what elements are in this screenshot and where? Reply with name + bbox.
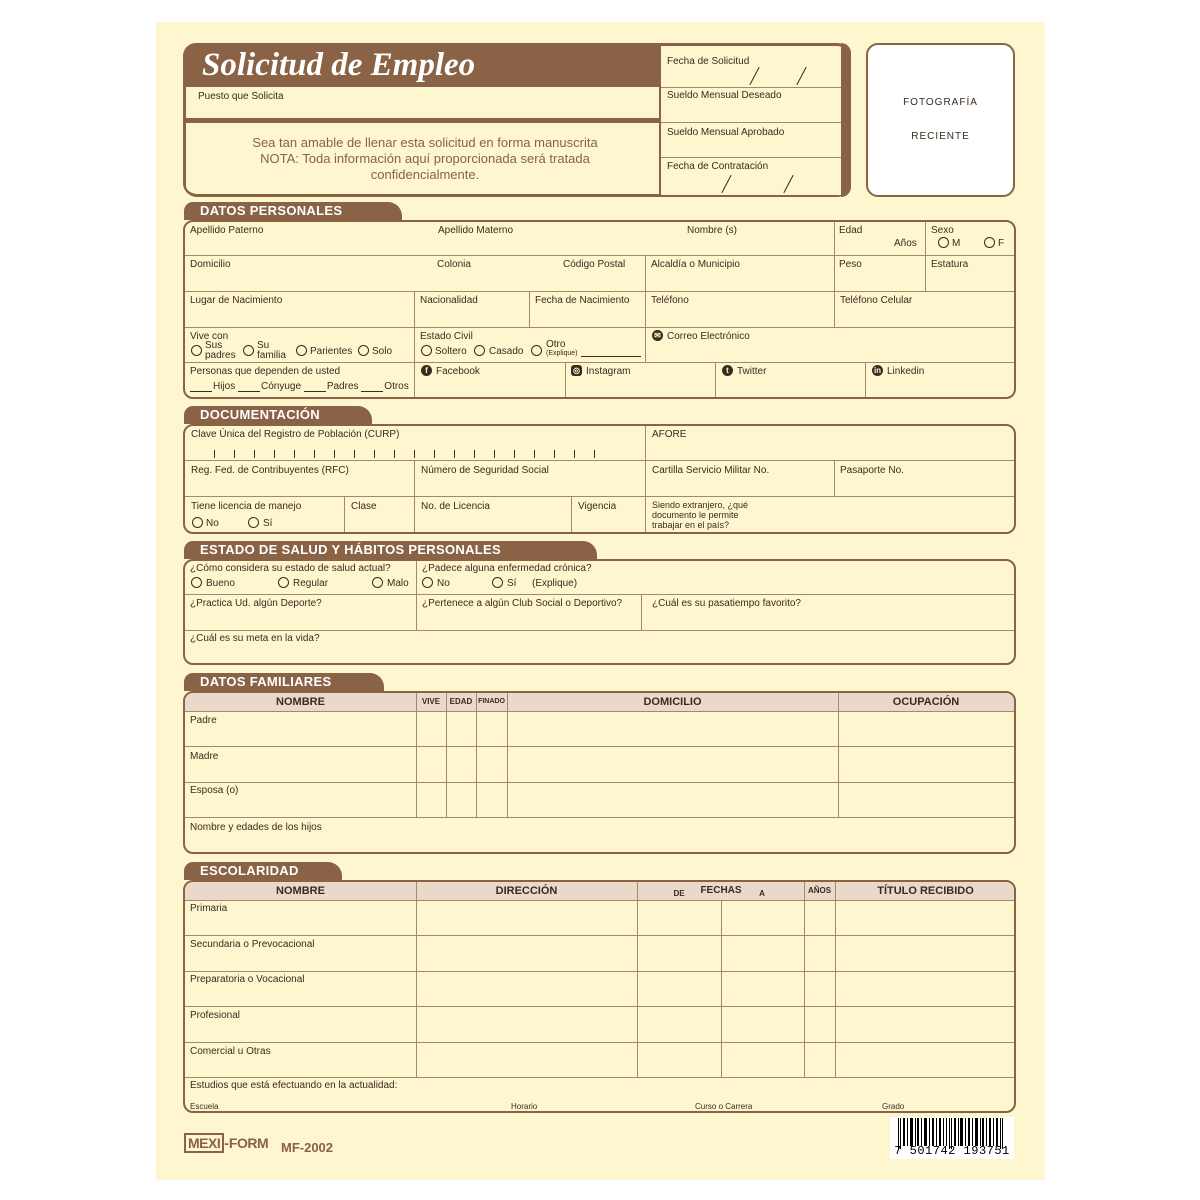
rule bbox=[185, 291, 1014, 292]
sus-label: Sus bbox=[205, 340, 223, 351]
sexo-f-label: F bbox=[998, 238, 1005, 249]
casado-radio[interactable] bbox=[474, 345, 485, 356]
parientes-label: Parientes bbox=[310, 346, 353, 357]
licencia-si-label: Sí bbox=[263, 518, 273, 529]
soltero-label: Soltero bbox=[435, 346, 467, 357]
horario-label: Horario bbox=[511, 1102, 538, 1111]
note-line-2: NOTA: Toda información aquí proporcionada será tratada bbox=[260, 151, 590, 166]
rule bbox=[581, 356, 641, 357]
rule bbox=[661, 122, 841, 123]
clase-label: Clase bbox=[351, 501, 377, 512]
cronica-question: ¿Padece alguna enfermedad crónica? bbox=[422, 563, 592, 574]
rule bbox=[645, 426, 646, 532]
instagram-icon: ◎ bbox=[571, 365, 582, 376]
rule bbox=[214, 450, 215, 458]
hijos-label: Nombre y edades de los hijos bbox=[190, 822, 322, 833]
cartilla-label: Cartilla Servicio Militar No. bbox=[652, 465, 770, 476]
malo-label: Malo bbox=[387, 578, 409, 589]
telefono-label: Teléfono bbox=[651, 295, 689, 306]
conyuge-label: Cónyuge bbox=[261, 381, 302, 392]
meta-question: ¿Cuál es su meta en la vida? bbox=[190, 633, 320, 644]
comercial-label: Comercial u Otras bbox=[190, 1046, 271, 1057]
rule bbox=[454, 450, 455, 458]
rule bbox=[185, 630, 1014, 631]
rule bbox=[185, 362, 1014, 363]
family-col-nombre: NOMBRE bbox=[276, 696, 325, 708]
section-tab-docs: DOCUMENTACIÓN bbox=[184, 406, 372, 424]
extranjero-line-3: trabajar en el país? bbox=[652, 520, 730, 530]
school-box bbox=[183, 880, 1016, 1113]
rule bbox=[865, 362, 866, 397]
bueno-label: Bueno bbox=[206, 578, 235, 589]
rule bbox=[574, 450, 575, 458]
family-col-finado: FINADO bbox=[478, 698, 505, 705]
school-col-de: DE bbox=[673, 889, 685, 898]
school-col-a: A bbox=[759, 889, 765, 898]
vive-padres-radio[interactable] bbox=[191, 345, 202, 356]
edad-label: Edad bbox=[839, 225, 863, 236]
rule bbox=[185, 782, 1014, 783]
rule bbox=[274, 450, 275, 458]
rule bbox=[416, 693, 417, 817]
vive-con-label: Vive con bbox=[190, 331, 229, 342]
colonia-label: Colonia bbox=[437, 259, 471, 270]
rule bbox=[416, 561, 417, 630]
section-tab-family: DATOS FAMILIARES bbox=[184, 673, 384, 691]
rule bbox=[185, 711, 1014, 712]
rule bbox=[838, 693, 839, 817]
rule bbox=[637, 882, 638, 1077]
rule bbox=[185, 496, 1014, 497]
rule bbox=[185, 1077, 1014, 1078]
rule bbox=[446, 693, 447, 817]
rule bbox=[645, 255, 646, 362]
no-licencia-label: No. de Licencia bbox=[421, 501, 490, 512]
licencia-no-radio[interactable] bbox=[192, 517, 203, 528]
instagram-label: Instagram bbox=[586, 366, 631, 377]
rule bbox=[185, 327, 1014, 328]
barcode-number: 7 501742 193751 bbox=[894, 1144, 1010, 1158]
rule bbox=[185, 255, 1014, 256]
rule bbox=[565, 362, 566, 397]
grado-label: Grado bbox=[882, 1102, 905, 1111]
section-tab-school: ESCOLARIDAD bbox=[184, 862, 342, 880]
deporte-question: ¿Practica Ud. algún Deporte? bbox=[190, 598, 322, 609]
health-box bbox=[183, 559, 1016, 665]
rule bbox=[185, 900, 1014, 901]
facebook-label: Facebook bbox=[436, 366, 480, 377]
school-col-anos: AÑOS bbox=[807, 886, 832, 895]
family-col-ocupacion: OCUPACIÓN bbox=[892, 696, 960, 708]
lugar-nacimiento-label: Lugar de Nacimiento bbox=[190, 295, 283, 306]
rule bbox=[554, 450, 555, 458]
dependen-label: Personas que dependen de usted bbox=[190, 366, 341, 377]
rule bbox=[594, 450, 595, 458]
regular-radio[interactable] bbox=[278, 577, 289, 588]
familia-label: familia bbox=[257, 350, 286, 361]
pasatiempo-question: ¿Cuál es su pasatiempo favorito? bbox=[652, 598, 801, 609]
rule bbox=[641, 594, 642, 630]
rule bbox=[715, 362, 716, 397]
cronica-si-radio[interactable] bbox=[492, 577, 503, 588]
note-line-1: Sea tan amable de llenar esta solicitud en forma manuscrita bbox=[252, 135, 598, 150]
brand-form: FORM bbox=[228, 1135, 269, 1151]
twitter-icon: t bbox=[722, 365, 733, 376]
otros-label: Otros bbox=[384, 381, 409, 392]
photo-line-1: FOTOGRAFÍA bbox=[903, 97, 978, 108]
hijos-label: Hijos bbox=[213, 381, 236, 392]
vive-familia-radio[interactable] bbox=[243, 345, 254, 356]
rule bbox=[334, 450, 335, 458]
rule bbox=[534, 450, 535, 458]
celular-label: Teléfono Celular bbox=[840, 295, 913, 306]
salud-question: ¿Cómo considera su estado de salud actual? bbox=[190, 563, 391, 574]
otro-explique-label: (Explique) bbox=[546, 350, 578, 357]
alcaldia-label: Alcaldía o Municipio bbox=[651, 259, 740, 270]
title-bar-right bbox=[841, 43, 851, 197]
rule bbox=[185, 460, 1014, 461]
rule bbox=[354, 450, 355, 458]
rule bbox=[721, 900, 722, 1077]
rule bbox=[476, 693, 477, 817]
secundaria-label: Secundaria o Prevocacional bbox=[190, 939, 315, 950]
rule bbox=[474, 450, 475, 458]
rule bbox=[571, 496, 572, 532]
rule bbox=[185, 935, 1014, 936]
nacionalidad-label: Nacionalidad bbox=[420, 295, 478, 306]
rule bbox=[254, 450, 255, 458]
apellido-materno-label: Apellido Materno bbox=[438, 225, 514, 236]
rule bbox=[414, 291, 415, 397]
rule bbox=[416, 882, 417, 1077]
curp-label: Clave Única del Registro de Población (CURP) bbox=[191, 429, 400, 440]
twitter-label: Twitter bbox=[737, 366, 767, 377]
rule bbox=[804, 882, 805, 1077]
rule bbox=[834, 222, 835, 327]
nss-label: Número de Seguridad Social bbox=[421, 465, 549, 476]
fecha-solicitud-label: Fecha de Solicitud bbox=[667, 56, 750, 67]
apellido-paterno-label: Apellido Paterno bbox=[190, 225, 264, 236]
rule bbox=[507, 693, 508, 817]
rfc-label: Reg. Fed. de Contribuyentes (RFC) bbox=[191, 465, 349, 476]
fecha-nacimiento-label: Fecha de Nacimiento bbox=[535, 295, 630, 306]
email-icon: ✉ bbox=[652, 330, 663, 341]
rule bbox=[529, 291, 530, 327]
soltero-radio[interactable] bbox=[421, 345, 432, 356]
madre-label: Madre bbox=[190, 751, 219, 762]
school-col-direccion: DIRECCIÓN bbox=[495, 885, 558, 897]
photo-line-2: RECIENTE bbox=[911, 131, 970, 142]
su-label: Su bbox=[257, 340, 270, 351]
bueno-radio[interactable] bbox=[191, 577, 202, 588]
school-col-titulo: TÍTULO RECIBIDO bbox=[877, 885, 974, 897]
domicilio-label: Domicilio bbox=[190, 259, 231, 270]
curso-label: Curso o Carrera bbox=[695, 1102, 753, 1111]
extranjero-line-2: documento le permite bbox=[652, 510, 739, 520]
rule bbox=[314, 450, 315, 458]
rule bbox=[494, 450, 495, 458]
rule bbox=[835, 882, 836, 1077]
section-tab-personal: DATOS PERSONALES bbox=[184, 202, 402, 220]
family-col-edad: EDAD bbox=[449, 697, 473, 706]
codigo-postal-label: Código Postal bbox=[563, 259, 626, 270]
pasaporte-label: Pasaporte No. bbox=[840, 465, 904, 476]
rule bbox=[344, 496, 345, 532]
rule bbox=[514, 450, 515, 458]
rule bbox=[185, 1042, 1014, 1043]
esposa-label: Esposa (o) bbox=[190, 785, 239, 796]
padres2-label: Padres bbox=[326, 381, 359, 392]
licencia-label: Tiene licencia de manejo bbox=[191, 501, 302, 512]
sexo-m-radio[interactable] bbox=[938, 237, 949, 248]
sueldo-aprobado-label: Sueldo Mensual Aprobado bbox=[667, 127, 785, 138]
cronica-no-label: No bbox=[437, 578, 450, 589]
afore-label: AFORE bbox=[652, 429, 687, 440]
profesional-label: Profesional bbox=[190, 1010, 241, 1021]
linkedin-icon: in bbox=[873, 366, 882, 375]
cronica-no-radio[interactable] bbox=[422, 577, 433, 588]
estudios-actuales-label: Estudios que está efectuando en la actualidad: bbox=[190, 1080, 398, 1091]
solo-label: Solo bbox=[372, 346, 393, 357]
cronica-si-label: Sí bbox=[507, 578, 517, 589]
padres-label: padres bbox=[205, 350, 236, 361]
sueldo-deseado-label: Sueldo Mensual Deseado bbox=[667, 90, 782, 101]
rule bbox=[185, 594, 1014, 595]
vive-solo-radio[interactable] bbox=[358, 345, 369, 356]
preparatoria-label: Preparatoria o Vocacional bbox=[190, 974, 305, 985]
dependen-line bbox=[190, 381, 409, 392]
rule bbox=[414, 450, 415, 458]
facebook-icon: f bbox=[421, 365, 432, 376]
rule bbox=[185, 1006, 1014, 1007]
brand-mexi: MEXI bbox=[184, 1133, 224, 1153]
primaria-label: Primaria bbox=[190, 903, 228, 914]
rule bbox=[925, 222, 926, 291]
malo-radio[interactable] bbox=[372, 577, 383, 588]
school-col-fechas: FECHAS bbox=[700, 885, 742, 896]
estatura-label: Estatura bbox=[931, 259, 969, 270]
licencia-si-radio[interactable] bbox=[248, 517, 259, 528]
docs-box bbox=[183, 424, 1016, 534]
rule bbox=[661, 87, 841, 88]
vigencia-label: Vigencia bbox=[578, 501, 617, 512]
form-title: Solicitud de Empleo bbox=[202, 47, 476, 83]
otro-label: Otro bbox=[546, 339, 566, 350]
form-code: MF-2002 bbox=[281, 1140, 334, 1155]
fecha-contratacion-label: Fecha de Contratación bbox=[667, 161, 769, 172]
rule bbox=[374, 450, 375, 458]
cronica-explique-label: (Explique) bbox=[532, 578, 578, 589]
extranjero-line-1: Siendo extranjero, ¿qué bbox=[652, 500, 749, 510]
casado-label: Casado bbox=[489, 346, 524, 357]
family-col-vive: VIVE bbox=[421, 697, 441, 706]
rule bbox=[185, 817, 1014, 818]
family-col-domicilio: DOMICILIO bbox=[643, 696, 702, 708]
correo-label: Correo Electrónico bbox=[667, 331, 750, 342]
note-line-3: confidencialmente. bbox=[370, 167, 480, 182]
puesto-label: Puesto que Solicita bbox=[198, 91, 284, 102]
rule bbox=[414, 460, 415, 532]
sexo-label: Sexo bbox=[931, 225, 954, 236]
linkedin-label: Linkedin bbox=[887, 366, 925, 377]
section-tab-health: ESTADO DE SALUD Y HÁBITOS PERSONALES bbox=[184, 541, 597, 559]
otro-radio[interactable] bbox=[531, 345, 542, 356]
school-col-nombre: NOMBRE bbox=[276, 885, 325, 897]
rule bbox=[234, 450, 235, 458]
photo-box[interactable] bbox=[866, 43, 1015, 197]
anos-label: Años bbox=[894, 238, 917, 249]
rule bbox=[185, 971, 1014, 972]
nombre-label: Nombre (s) bbox=[687, 225, 738, 236]
peso-label: Peso bbox=[839, 259, 862, 270]
rule bbox=[394, 450, 395, 458]
regular-label: Regular bbox=[293, 578, 329, 589]
rule bbox=[294, 450, 295, 458]
rule bbox=[834, 460, 835, 496]
rule bbox=[185, 746, 1014, 747]
club-question: ¿Pertenece a algún Club Social o Deportivo? bbox=[422, 598, 623, 609]
rule bbox=[434, 450, 435, 458]
brand-logo: MEXI -FORM bbox=[184, 1135, 268, 1153]
estado-civil-label: Estado Civil bbox=[420, 331, 473, 342]
sexo-f-radio[interactable] bbox=[984, 237, 995, 248]
padre-label: Padre bbox=[190, 715, 217, 726]
licencia-no-label: No bbox=[206, 518, 219, 529]
rule bbox=[661, 157, 841, 158]
barcode bbox=[890, 1117, 1014, 1159]
escuela-label: Escuela bbox=[190, 1102, 219, 1111]
sexo-m-label: M bbox=[952, 238, 961, 249]
vive-parientes-radio[interactable] bbox=[296, 345, 307, 356]
